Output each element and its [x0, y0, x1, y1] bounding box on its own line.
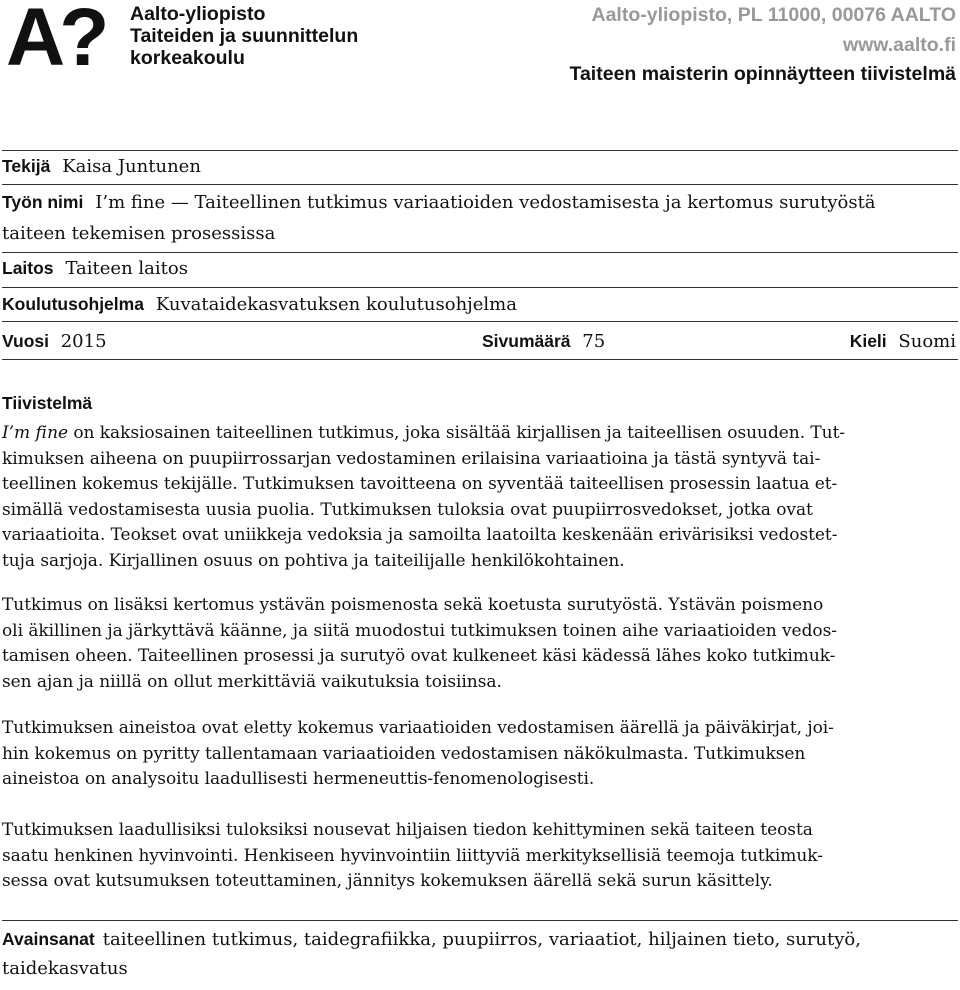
- year-cell: [2, 325, 107, 358]
- paragraph-line: saatu henkinen hyvinvointi. Henkiseen hyvinvointiin liittyviä merkityksellisiä teemoja tutkimuk-: [2, 845, 823, 866]
- title-label: Työn nimi: [2, 192, 84, 212]
- title-value: I’m fine — Taiteellinen tutkimus variaatioiden vedostamisesta ja kertomus surutyöstä: [95, 192, 876, 213]
- keywords-section: [2, 925, 954, 983]
- programme-row: [2, 288, 956, 321]
- paragraph-line: sessa ovat kutsumuksen toteuttaminen, jännitys kokemuksen äärellä sekä surun käsittely.: [2, 871, 773, 891]
- keywords-line: [2, 925, 954, 954]
- divider: [2, 920, 958, 921]
- paragraph-line: Tutkimuksen laadullisiksi tuloksiksi nousevat hiljaisen tiedon kehittyminen sekä taiteen teosta: [2, 820, 813, 840]
- website-link[interactable]: www.aalto.fi: [842, 34, 956, 56]
- abstract-paragraph-3: [2, 716, 954, 793]
- paragraph-line: Tutkimuksen aineistoa ovat eletty kokemus variaatioiden vedostamisen äärellä ja päiväkirjat, joi-: [2, 718, 834, 738]
- title-value-continued: taiteen tekemisen prosessissa: [2, 223, 276, 244]
- logo-mark-text: A?: [6, 2, 104, 68]
- paragraph-line: hin kokemus on pyritty tallentamaan variaatioiden vedostamisen näkökulmasta. Tutkimuksen: [2, 743, 806, 764]
- year-label: Vuosi: [2, 331, 49, 351]
- department-row: [2, 252, 956, 285]
- author-value: Kaisa Juntunen: [62, 156, 201, 177]
- divider: [2, 359, 958, 360]
- pages-label: Sivumäärä: [482, 331, 571, 351]
- abstract-paragraph-1: [2, 421, 954, 574]
- language-label: Kieli: [849, 331, 887, 351]
- title-row-continued: [2, 218, 956, 250]
- paragraph-line: tamisen oheen. Taiteellinen prosessi ja surutyö ovat kulkeneet käsi kädessä lähes koko tutkimuk-: [2, 646, 836, 666]
- university-name: [130, 3, 358, 69]
- aalto-logo: [6, 2, 110, 68]
- paragraph-line: kimuksen aiheena on puupiirrossarjan vedostaminen erilaisina variaatioina ja tästä syntyvä tai-: [2, 448, 821, 469]
- keywords-label: Avainsanat: [2, 929, 95, 949]
- meta-row: [2, 325, 956, 357]
- pages-cell: [482, 325, 605, 358]
- document-type: Taiteen maisterin opinnäytteen tiivistelmä: [569, 63, 956, 85]
- programme-value: Kuvataidekasvatuksen koulutusohjelma: [155, 294, 517, 315]
- programme-label: Koulutusohjelma: [2, 294, 144, 314]
- divider: [2, 184, 958, 185]
- paragraph-line: I’m fine on kaksiosainen taiteellinen tutkimus, joka sisältää kirjallisen ja taiteellisen osuuden. Tut-: [2, 423, 846, 443]
- abstract-heading: Tiivistelmä: [2, 393, 93, 413]
- abstract-paragraph-2: [2, 593, 954, 695]
- department-label: Laitos: [2, 258, 54, 278]
- title-row: [2, 186, 956, 219]
- pages-value: 75: [582, 331, 606, 352]
- paragraph-line: teellinen kokemus tekijälle. Tutkimuksen tavoitteena on syventää taiteellisen prosessin laatua et-: [2, 474, 838, 494]
- department-value: Taiteen laitos: [65, 258, 188, 279]
- year-value: 2015: [60, 331, 107, 352]
- university-name-line: Taiteiden ja suunnittelun: [130, 25, 359, 47]
- keywords-value-continued: taidekasvatus: [2, 958, 128, 979]
- paragraph-line: variaatioita. Teokset ovat uniikkeja vedoksia ja samoilta laatoilta keskenään erivärisiksi vedostet-: [2, 525, 838, 545]
- paragraph-line: simällä vedostamisesta uusia puolia. Tutkimuksen tuloksia ovat puupiirrosvedokset, jotka ovat: [2, 499, 813, 520]
- abstract-paragraph-4: [2, 818, 954, 895]
- paragraph-line: tuja sarjoja. Kirjallinen osuus on pohtiva ja taiteilijalle henkilökohtainen.: [2, 550, 625, 571]
- paragraph-line: aineistoa on analysoitu laadullisesti hermeneuttis-fenomenologisesti.: [2, 769, 595, 789]
- thesis-title-emphasis: I’m fine: [2, 423, 68, 443]
- language-cell: [850, 325, 956, 358]
- university-name-line: korkeakoulu: [130, 47, 245, 69]
- university-name-line: Aalto-yliopisto: [130, 3, 266, 25]
- paragraph-line: Tutkimus on lisäksi kertomus ystävän poismenosta sekä koetusta surutyöstä. Ystävän poismeno: [2, 595, 824, 615]
- author-row: [2, 150, 956, 183]
- paragraph-line: sen ajan ja niillä on ollut merkittäviä vaikutuksia toisiinsa.: [2, 671, 502, 692]
- divider: [2, 321, 958, 322]
- paragraph-line: oli äkillinen ja järkyttävä käänne, ja siitä muodostui tutkimuksen toinen aihe variaatioiden vedos-: [2, 620, 837, 641]
- author-label: Tekijä: [2, 156, 51, 176]
- keywords-value: taiteellinen tutkimus, taidegrafiikka, puupiirros, variaatiot, hiljainen tieto, surutyö,: [102, 929, 861, 950]
- language-value: Suomi: [898, 331, 956, 352]
- postal-address: Aalto-yliopisto, PL 11000, 00076 AALTO: [591, 4, 956, 26]
